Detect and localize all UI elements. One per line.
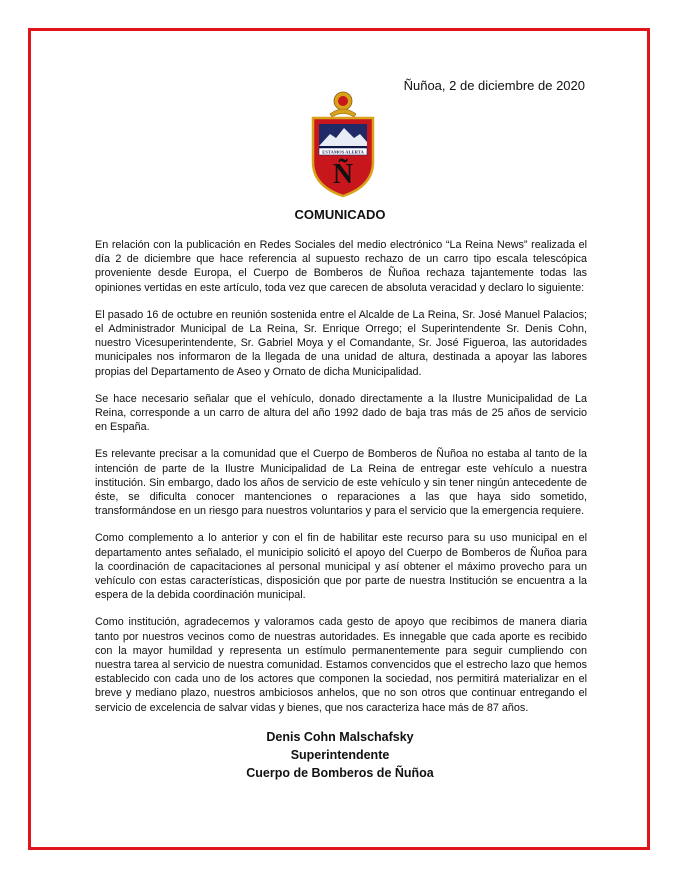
signer-organization: Cuerpo de Bomberos de Ñuñoa	[246, 766, 434, 780]
paragraph: Se hace necesario señalar que el vehículo, donado directamente a la Ilustre Municipalidad de La Reina, corresponde a un carro de altura del año 1992 dado de baja tras más de 25 años de servicio en España.	[95, 392, 587, 434]
emblem-letter: Ñ	[332, 159, 354, 190]
document-body	[95, 238, 587, 728]
paragraph: En relación con la publicación en Redes Sociales del medio electrónico “La Reina News” realizada el día 2 de diciembre que hace referencia al supuesto rechazo de un carro tipo escala telescópica proveniente desde Europa, el Cuerpo de Bomberos de Ñuñoa rechaza tajantemente todas las opiniones vertidas en este artículo, toda vez que carecen de absoluta veracidad y declaro lo siguiente:	[95, 239, 587, 294]
paragraph: Como institución, agradecemos y valoramos cada gesto de apoyo que recibimos de manera diaria tanto por nuestros vecinos como de nuestras autoridades. Es innegable que cada aporte es recibido con la mayor humildad y representa un estímulo permanentemente para seguir cumpliendo con nuestra tarea al servicio de nuestra comunidad. Estamos convencidos que el estrecho lazo que hemos establecido con cada uno de los actores que componen la sociedad, nos permitirá materializar en el breve y mediano plazo, nuestros ambiciosos anhelos, que no son otros que continuar entregando el servicio de excelencia de salvar vidas y bienes, que nos caracteriza hace más de 87 años.	[95, 616, 587, 714]
signature-block	[0, 728, 680, 782]
motto-banner-text: ESTAMOS ALERTA	[322, 149, 364, 155]
crest-ornament	[330, 92, 356, 117]
document-date: Ñuñoa, 2 de diciembre de 2020	[403, 78, 585, 93]
paragraph: El pasado 16 de octubre en reunión sostenida entre el Alcalde de La Reina, Sr. José Manuel Palacios; el Administrador Municipal de La Reina, Sr. Enrique Orrego; el Superintendente Sr. Denis Cohn, nuestro Vicesuperintendente, Sr. Gabriel Moya y el Comandante, Sr. José Figueroa, las autoridades municipales nos informaron de la llegada de una unidad de altura, destinada a apoyar las labores propias del Departamento de Aseo y Ornato de dicha Municipalidad.	[95, 308, 587, 378]
paragraph: Es relevante precisar a la comunidad que el Cuerpo de Bomberos de Ñuñoa no estaba al tanto de la intención de parte de la Ilustre Municipalidad de La Reina de entregar este vehículo a nuestra institución. Sin embargo, dado los años de servicio de este vehículo y sin tener ningún antecedente de éste, se dificulta conocer mantenciones o reparaciones a las que haya sido sometido, transformándose en un riesgo para nuestros voluntarios y para el servicio que la emergencia requiere.	[95, 448, 587, 518]
mountain-scene	[319, 124, 367, 148]
signer-name: Denis Cohn Malschafsky	[266, 730, 414, 744]
document-title: COMUNICADO	[294, 207, 386, 222]
paragraph: Como complemento a lo anterior y con el fin de habilitar este recurso para su uso municipal en el departamento antes señalado, el municipio solicitó el apoyo del Cuerpo de Bomberos de Ñuñoa para la coordinación de capacitaciones al personal municipal y así obtener el máximo provecho para un vehículo con estas características, disposición que por parte de nuestra Institución se encuentra a la espera de la debida coordinación municipal.	[95, 532, 587, 602]
signer-role: Superintendente	[290, 748, 390, 762]
fire-department-emblem	[308, 90, 378, 198]
